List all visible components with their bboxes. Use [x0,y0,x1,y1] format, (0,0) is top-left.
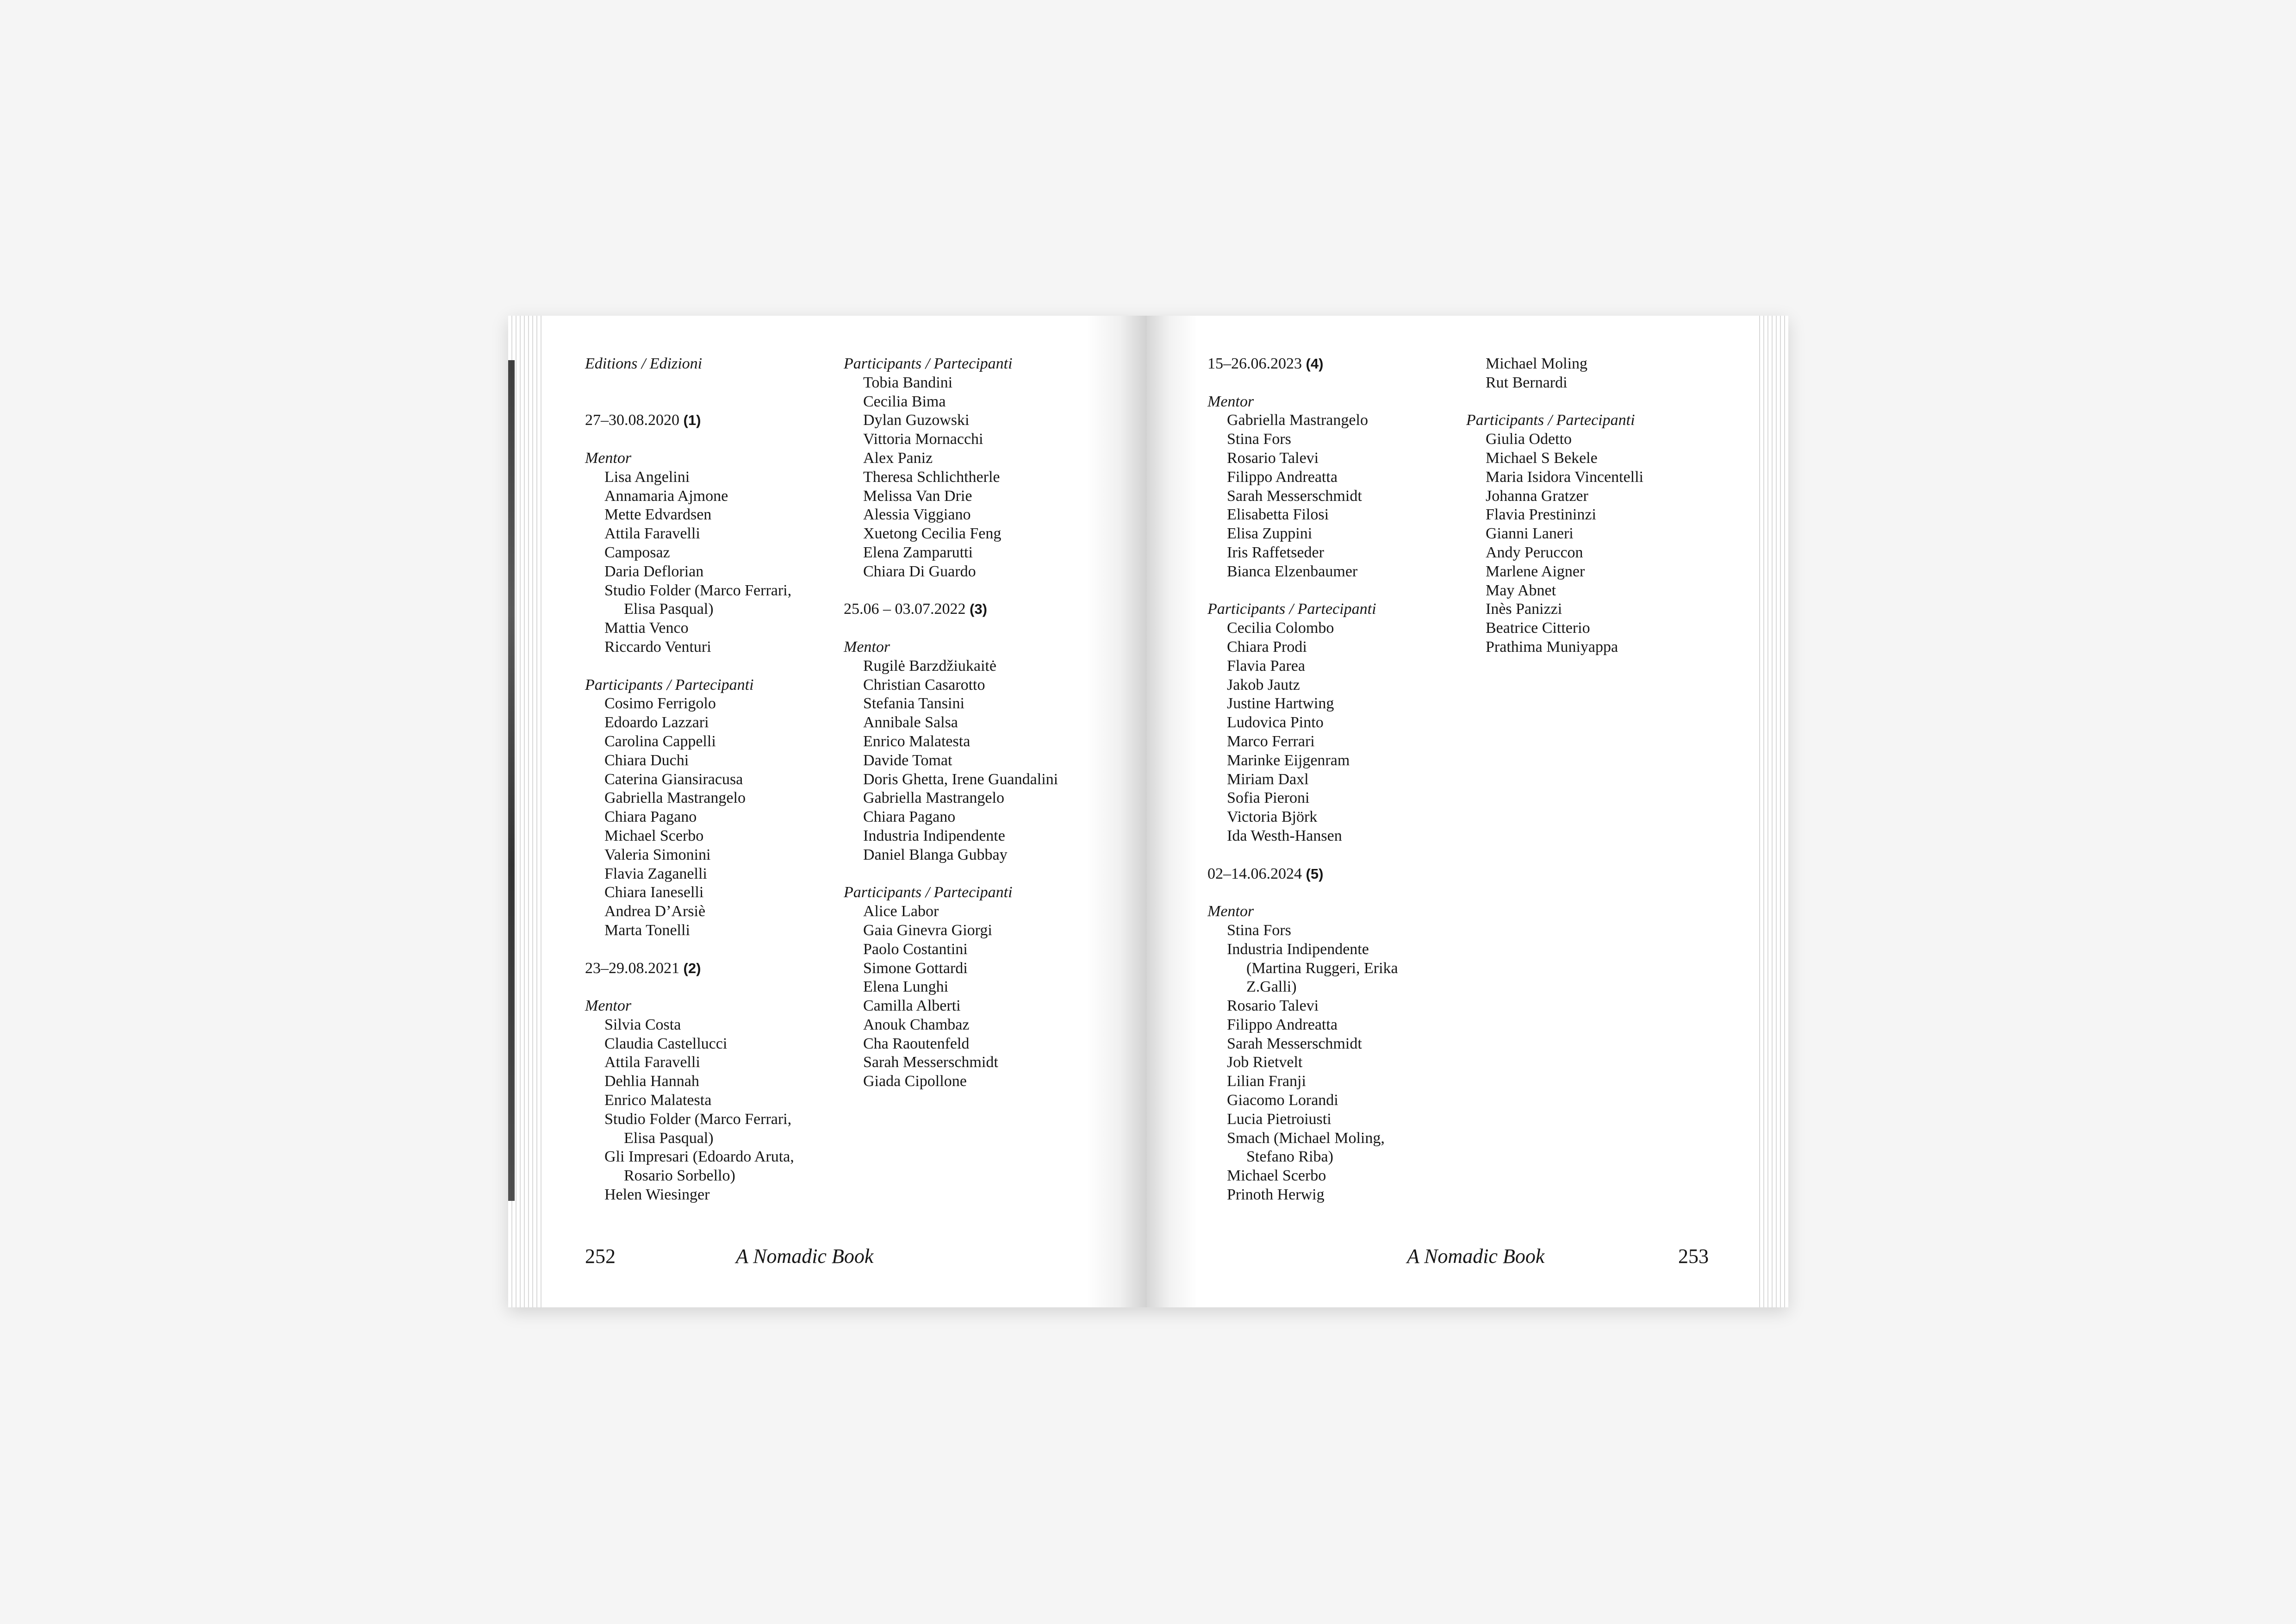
section-heading: Participants / Partecipanti [1207,600,1376,618]
name-list-item: Valeria Simonini [604,846,711,863]
name-list-item: Lilian Franji [1227,1073,1306,1090]
name-list-item: Gabriella Mastrangelo [1227,412,1368,429]
name-list-item: Bianca Elzenbaumer [1227,562,1358,580]
edition-number: (3) [970,601,987,618]
name-list-item: Xuetong Cecilia Feng [863,525,1002,543]
name-list-item: Maria Isidora Vincentelli [1486,468,1643,486]
section-heading: Participants / Partecipanti [1466,412,1635,429]
name-list-item: Beatrice Citterio [1486,619,1590,637]
name-list-item: Enrico Malatesta [604,1092,712,1109]
spacer [1207,581,1398,600]
name-list-item: Doris Ghetta, Irene Guandalini [863,770,1058,788]
name-list-item: Lisa Angelini [604,468,690,486]
name-list-item: Elisa Pasqual) [624,1129,714,1147]
spacer [585,430,794,449]
section-heading: Participants / Partecipanti [585,676,754,693]
name-list-item: Rugilė Barzdžiukaitė [863,657,996,675]
edition-date [1207,355,1398,374]
edition-date [844,600,1058,619]
right-page-column-2 [1466,355,1643,657]
name-list-item: Elisabetta Filosi [1227,506,1329,524]
name-list-item: Flavia Parea [1227,657,1305,675]
section-heading: Mentor [1207,903,1254,920]
name-list-item: Elisa Pasqual) [624,600,714,618]
name-list-item: Stina Fors [1227,431,1291,448]
name-list-item: Giada Cipollone [863,1073,967,1090]
name-list-item: Rosario Sorbello) [624,1167,735,1185]
spacer [585,940,794,959]
spacer [844,619,1058,638]
name-list-item: Johanna Gratzer [1486,487,1588,505]
left-page-number: 252 [585,1245,616,1268]
name-list-item: Chiara Ianeselli [604,884,704,901]
name-list-item: Enrico Malatesta [863,732,971,750]
name-list-item: Gianni Laneri [1486,525,1574,543]
name-list-item: Daniel Blanga Gubbay [863,846,1008,863]
name-list-item: Prinoth Herwig [1227,1186,1325,1204]
name-list-item: Silvia Costa [604,1016,681,1033]
name-list-item: Theresa Schlichtherle [863,468,1000,486]
edition-number: (1) [683,412,701,429]
right-running-title: A Nomadic Book [1407,1245,1545,1268]
photo-edge-strip [508,360,515,1201]
name-list-item: Attila Faravelli [604,525,700,543]
name-list-item: Prathima Muniyappa [1486,638,1618,656]
name-list-item: Smach (Michael Moling, [1227,1129,1385,1147]
spacer [1207,374,1398,393]
edition-date [585,411,794,430]
spacer [585,374,794,393]
section-heading: Participants / Partecipanti [844,355,1013,372]
section-heading: Mentor [844,638,890,656]
name-list-item: Elena Zamparutti [863,543,973,561]
name-list-item: Studio Folder (Marco Ferrari, [604,1110,792,1128]
name-list-item: May Abnet [1486,581,1556,599]
name-list-item: Cha Raoutenfeld [863,1035,970,1052]
name-list-item: Lucia Pietroiusti [1227,1110,1332,1128]
name-list-item: Michael Scerbo [604,827,704,844]
name-list-item: Camilla Alberti [863,997,961,1015]
name-list-item: Elisa Zuppini [1227,525,1313,543]
name-list-item: Mattia Venco [604,619,689,637]
name-list-item: Alice Labor [863,903,939,920]
name-list-item: Filippo Andreatta [1227,1016,1338,1033]
name-list-item: Giacomo Lorandi [1227,1092,1338,1109]
name-list-item: Alessia Viggiano [863,506,971,524]
name-list-item: Jakob Jautz [1227,676,1300,693]
name-list-item: Sofia Pieroni [1227,789,1310,807]
name-list-item: Caterina Giansiracusa [604,770,743,788]
name-list-item: Flavia Zaganelli [604,865,707,882]
name-list-item: Marco Ferrari [1227,732,1315,750]
name-list-item: Carolina Cappelli [604,732,716,750]
edition-date [585,959,794,978]
name-list-item: Mette Edvardsen [604,506,712,524]
name-list-item: Attila Faravelli [604,1054,700,1071]
right-page-number: 253 [1678,1245,1709,1268]
name-list-item: Flavia Prestininzi [1486,506,1596,524]
name-list-item: Paolo Costantini [863,940,968,958]
name-list-item: Melissa Van Drie [863,487,972,505]
name-list-item: Filippo Andreatta [1227,468,1338,486]
name-list-item: Chiara Duchi [604,751,689,769]
name-list-item: Cecilia Colombo [1227,619,1334,637]
name-list-item: Anouk Chambaz [863,1016,970,1033]
section-heading: Mentor [1207,393,1254,410]
edition-date [1207,865,1398,884]
name-list-item: Alex Paniz [863,449,933,467]
name-list-item: Vittoria Mornacchi [863,431,983,448]
spacer [844,581,1058,600]
gutter-shadow-right [1147,316,1198,1307]
edition-number: (2) [683,960,701,976]
section-heading: Mentor [585,449,632,467]
name-list-item: Giulia Odetto [1486,431,1572,448]
spacer [1207,883,1398,902]
edition-date-text: 15–26.06.2023 [1207,355,1302,372]
name-list-item: Edoardo Lazzari [604,714,709,731]
name-list-item: Rut Bernardi [1486,374,1568,391]
name-list-item: Gaia Ginevra Giorgi [863,921,992,939]
left-page-column-1 [585,355,794,1205]
name-list-item: Ludovica Pinto [1227,714,1324,731]
name-list-item: Cecilia Bima [863,393,946,410]
edition-number: (5) [1306,865,1324,882]
spacer [585,657,794,676]
name-list-item: Industria Indipendente [1227,940,1369,958]
name-list-item: Gabriella Mastrangelo [863,789,1004,807]
name-list-item: Rosario Talevi [1227,449,1319,467]
name-list-item: Elena Lunghi [863,978,949,996]
name-list-item: Michael S Bekele [1486,449,1598,467]
name-list-item: Riccardo Venturi [604,638,711,656]
name-list-item: Michael Scerbo [1227,1167,1326,1185]
name-list-item: Andy Peruccon [1486,543,1583,561]
name-list-item: Iris Raffetseder [1227,543,1324,561]
name-list-item: Simone Gottardi [863,959,968,977]
edition-number: (4) [1306,356,1324,372]
name-list-item: Helen Wiesinger [604,1186,710,1204]
spacer [585,393,794,412]
name-list-item: Chiara Di Guardo [863,562,976,580]
name-list-item: Gabriella Mastrangelo [604,789,746,807]
name-list-item: Claudia Castellucci [604,1035,728,1052]
name-list-item: Studio Folder (Marco Ferrari, [604,581,792,599]
name-list-item: Marlene Aigner [1486,562,1585,580]
right-page-column-1 [1207,355,1398,1205]
name-list-item: Sarah Messerschmidt [863,1054,998,1071]
edition-date-text: 27–30.08.2020 [585,412,679,429]
name-list-item: Marta Tonelli [604,921,690,939]
name-list-item: Job Rietvelt [1227,1054,1303,1071]
name-list-item: Camposaz [604,543,670,561]
name-list-item: Marinke Eijgenram [1227,751,1350,769]
spacer [1207,846,1398,865]
name-list-item: Cosimo Ferrigolo [604,695,716,712]
spacer [585,978,794,997]
name-list-item: Dehlia Hannah [604,1073,699,1090]
page-edges-right [1756,316,1788,1307]
left-running-title: A Nomadic Book [736,1245,874,1268]
name-list-item: Chiara Pagano [604,808,697,826]
name-list-item: Sarah Messerschmidt [1227,487,1362,505]
name-list-item: Ida Westh-Hansen [1227,827,1342,844]
left-page-column-2 [844,355,1058,1091]
name-list-item: Stefano Riba) [1246,1148,1333,1166]
name-list-item: Michael Moling [1486,355,1588,372]
name-list-item: Inès Panizzi [1486,600,1562,618]
name-list-item: Chiara Prodi [1227,638,1307,656]
name-list-item: Z.Galli) [1246,978,1297,996]
name-list-item: Andrea D’Arsiè [604,903,706,920]
name-list-item: Annamaria Ajmone [604,487,728,505]
spacer [1466,393,1643,412]
name-list-item: Rosario Talevi [1227,997,1319,1015]
edition-date-text: 25.06 – 03.07.2022 [844,600,966,618]
name-list-item: Sarah Messerschmidt [1227,1035,1362,1052]
name-list-item: Chiara Pagano [863,808,956,826]
name-list-item: Stefania Tansini [863,695,964,712]
spacer [844,865,1058,884]
section-heading: Participants / Partecipanti [844,884,1013,901]
gutter-shadow-left [1087,316,1147,1307]
name-list-item: Industria Indipendente [863,827,1005,844]
name-list-item: Gli Impresari (Edoardo Aruta, [604,1148,794,1166]
name-list-item: Victoria Björk [1227,808,1318,826]
section-heading: Editions / Edizioni [585,355,703,372]
name-list-item: Justine Hartwing [1227,695,1334,712]
name-list-item: (Martina Ruggeri, Erika [1246,959,1398,977]
name-list-item: Daria Deflorian [604,562,704,580]
section-heading: Mentor [585,997,632,1015]
name-list-item: Miriam Daxl [1227,770,1309,788]
edition-date-text: 23–29.08.2021 [585,959,679,977]
name-list-item: Annibale Salsa [863,714,958,731]
name-list-item: Davide Tomat [863,751,952,769]
edition-date-text: 02–14.06.2024 [1207,865,1302,882]
name-list-item: Christian Casarotto [863,676,985,693]
name-list-item: Stina Fors [1227,921,1291,939]
name-list-item: Dylan Guzowski [863,412,970,429]
name-list-item: Tobia Bandini [863,374,953,391]
